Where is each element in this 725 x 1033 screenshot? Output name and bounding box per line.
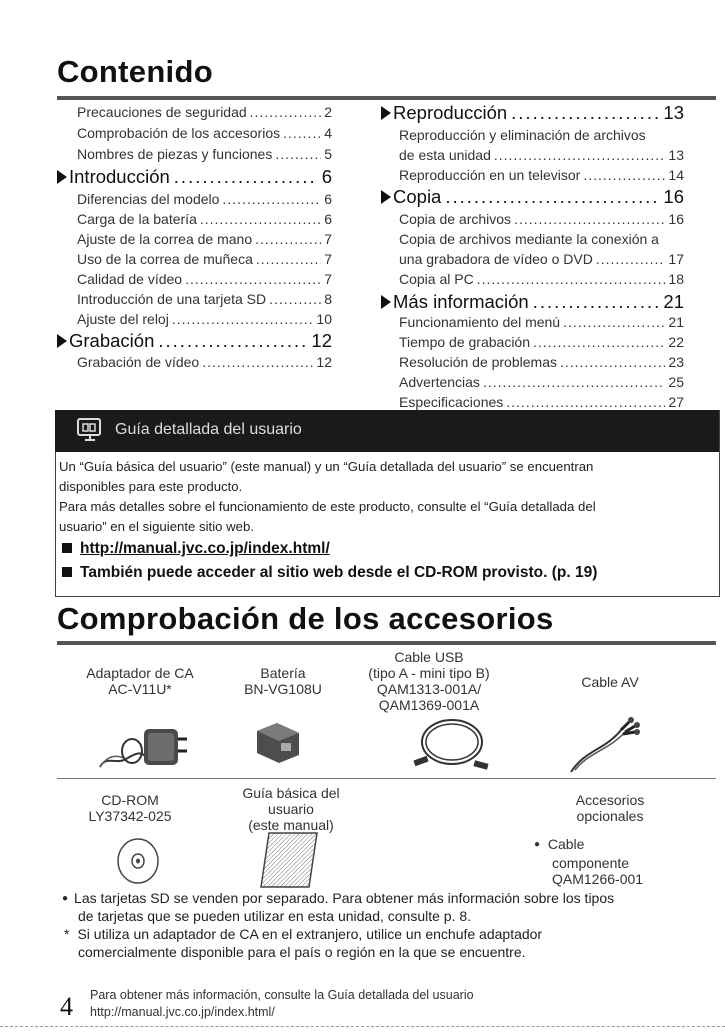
toc-item[interactable]: Copia al PC ..... 18 xyxy=(399,271,684,287)
component-cable-item: ● Cable componente QAM1266-001 xyxy=(534,836,644,887)
toc-item[interactable]: Funcionamiento del menú ..... 21 xyxy=(399,314,684,330)
toc-item[interactable]: Grabación de vídeo ..... 12 xyxy=(77,354,332,370)
accessories-rule xyxy=(57,641,716,645)
accessory-adapter-label: Adaptador de CA AC-V11U* xyxy=(86,665,194,697)
toc-item-line: Copia de archivos mediante la conexión a xyxy=(399,231,659,247)
toc-item[interactable]: Calidad de vídeo ..... 7 xyxy=(77,271,332,287)
arrow-icon xyxy=(57,170,67,184)
guide-text-line: Un “Guía básica del usuario” (este manual) y un “Guía detallada del usuario” se encuentran xyxy=(59,459,594,474)
toc-item[interactable]: Introducción de una tarjeta SD ..... 8 xyxy=(77,291,332,307)
arrow-icon xyxy=(381,295,391,309)
toc-section-recording[interactable]: Grabación ..... 12 xyxy=(57,330,332,352)
guide-cdrom-row xyxy=(62,564,597,582)
toc-item[interactable]: Tiempo de grabación ..... 22 xyxy=(399,334,684,350)
page-number: 4 xyxy=(60,992,73,1021)
cd-rom-image xyxy=(114,836,162,886)
accessories-divider xyxy=(57,778,716,779)
toc-item[interactable]: Nombres de piezas y funciones ..... 5 xyxy=(77,146,332,162)
guide-url-link[interactable]: http://manual.jvc.co.jp/index.html/ xyxy=(80,540,330,557)
toc-section-intro[interactable]: Introducción ..... 6 xyxy=(57,166,332,188)
accessory-battery-label: Batería BN-VG108U xyxy=(244,665,322,697)
page-edge xyxy=(0,1026,725,1027)
toc-item[interactable]: de esta unidad ..... 13 xyxy=(399,147,684,163)
guide-box-title: Guía detallada del usuario xyxy=(115,421,302,438)
accessory-cdrom-label: CD-ROM LY37342-025 xyxy=(88,792,172,824)
optional-accessories-label: Accesorios opcionales xyxy=(575,792,645,824)
toc-item[interactable]: una grabadora de vídeo o DVD ..... 17 xyxy=(399,251,684,267)
arrow-icon xyxy=(381,190,391,204)
accessory-usb-label: Cable USB (tipo A - mini tipo B) QAM1313-001A/ QAM1369-001A xyxy=(368,649,490,713)
toc-section-more[interactable]: Más información ..... 21 xyxy=(381,291,684,313)
av-cable-image xyxy=(565,710,645,778)
book-monitor-icon xyxy=(75,416,105,446)
toc-item[interactable]: Precauciones de seguridad ..... 2 xyxy=(77,104,332,120)
note-asterisk: * Si utiliza un adaptador de CA en el extranjero, utilice un enchufe adaptador xyxy=(64,926,543,942)
title-rule xyxy=(57,96,716,100)
accessories-title: Comprobación de los accesorios xyxy=(57,601,554,636)
toc-item-line: Reproducción y eliminación de archivos xyxy=(399,127,646,143)
guide-url-row xyxy=(62,540,330,558)
toc-item[interactable]: Uso de la correa de muñeca ..... 7 xyxy=(77,251,332,267)
toc-item[interactable]: Carga de la batería ..... 6 xyxy=(77,211,332,227)
manual-image xyxy=(255,831,325,889)
bullet-icon: ● xyxy=(62,893,69,904)
accessory-guide-label: Guía básica del usuario (este manual) xyxy=(242,785,340,833)
toc-item[interactable]: Resolución de problemas ..... 23 xyxy=(399,354,684,370)
toc-section-copy[interactable]: Copia ..... 16 xyxy=(381,186,684,208)
footer-url[interactable]: http://manual.jvc.co.jp/index.html/ xyxy=(90,1005,275,1019)
guide-cdrom-note: También puede acceder al sitio web desde el CD-ROM provisto. (p. 19) xyxy=(80,564,598,581)
arrow-icon xyxy=(57,334,67,348)
toc-item[interactable]: Reproducción en un televisor ..... 14 xyxy=(399,167,684,183)
battery-image xyxy=(253,719,303,765)
square-bullet-icon xyxy=(62,543,72,553)
toc-item[interactable]: Ajuste de la correa de mano ..... 7 xyxy=(77,231,332,247)
accessory-av-label: Cable AV xyxy=(581,674,639,690)
arrow-icon xyxy=(381,106,391,120)
toc-item[interactable]: Copia de archivos ..... 16 xyxy=(399,211,684,227)
toc-item[interactable]: Advertencias ..... 25 xyxy=(399,374,684,390)
toc-item[interactable]: Ajuste del reloj ..... 10 xyxy=(77,311,332,327)
guide-text-line: usuario” en el siguiente sitio web. xyxy=(59,519,254,534)
note-bullet-cont: de tarjetas que se pueden utilizar en esta unidad, consulte p. 8. xyxy=(78,908,472,924)
guide-text-line: disponibles para este producto. xyxy=(59,479,243,494)
guide-text-line: Para más detalles sobre el funcionamiento de este producto, consulte el “Guía detallada del xyxy=(59,499,596,514)
square-bullet-icon xyxy=(62,567,72,577)
contents-title: Contenido xyxy=(57,54,213,89)
toc-item[interactable]: Comprobación de los accesorios ..... 4 xyxy=(77,125,332,141)
toc-item[interactable]: Especificaciones ..... 27 xyxy=(399,394,684,410)
toc-section-playback[interactable]: Reproducción ..... 13 xyxy=(381,102,684,124)
note-asterisk-cont: comercialmente disponible para el país o región en la que se encuentre. xyxy=(78,944,526,960)
note-bullet: ● Las tarjetas SD se venden por separado. Para obtener más información sobre los tipos xyxy=(62,890,615,906)
ac-adapter-image xyxy=(96,711,192,773)
bullet-icon: ● xyxy=(534,839,541,850)
toc-item[interactable]: Diferencias del modelo ..... 6 xyxy=(77,191,332,207)
usb-cable-image xyxy=(412,714,492,774)
footer-line: Para obtener más información, consulte la Guía detallada del usuario xyxy=(90,988,474,1002)
